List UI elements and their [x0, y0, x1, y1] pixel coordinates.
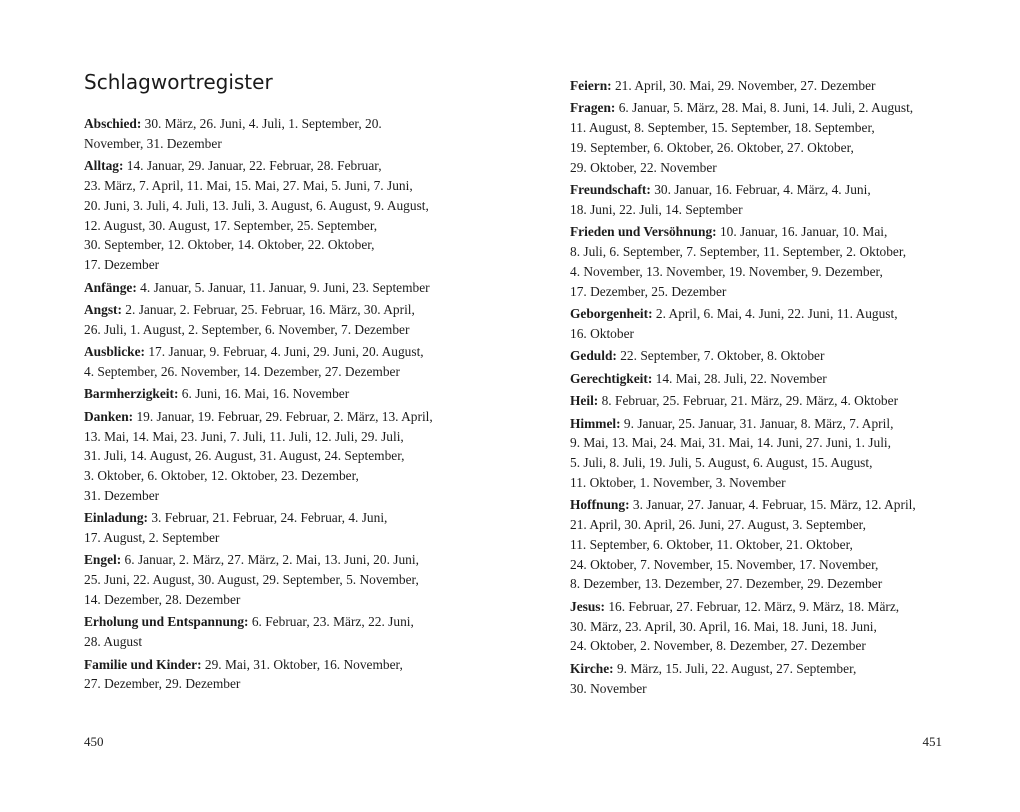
index-term: Kirche: [570, 660, 614, 676]
entry-references: 3. Februar, 21. Februar, 24. Februar, 4. Juni, [148, 510, 388, 526]
entry-references: 29. Mai, 31. Oktober, 16. November, [201, 656, 403, 672]
index-term: Himmel: [570, 415, 621, 431]
index-term: Freundschaft: [570, 182, 651, 198]
entry-line: 11. September, 6. Oktober, 11. Oktober, 21. Oktober, [570, 536, 853, 552]
entry-line [570, 369, 942, 389]
entry-line: 4. September, 26. November, 14. Dezember, 27. Dezember [84, 363, 400, 379]
index-entries-left [84, 114, 456, 697]
entry-line: 13. Mai, 14. Mai, 23. Juni, 7. Juli, 11. Juli, 12. Juli, 29. Juli, [84, 428, 404, 444]
entry-references: 4. Januar, 5. Januar, 11. Januar, 9. Juni, 23. September [136, 279, 430, 295]
entry-references: 10. Januar, 16. Januar, 10. Mai, [716, 224, 888, 240]
entry-references: 2. Januar, 2. Februar, 25. Februar, 16. März, 30. April, [121, 301, 415, 317]
index-entry [570, 391, 942, 411]
entry-line [84, 300, 456, 320]
index-entry [84, 550, 456, 609]
entry-line: 30. September, 12. Oktober, 14. Oktober, 22. Oktober, [84, 237, 375, 253]
entry-line: 11. August, 8. September, 15. September, 18. September, [570, 120, 875, 136]
entry-references: 14. Januar, 29. Januar, 22. Februar, 28. Februar, [123, 158, 382, 174]
index-term: Geborgenheit: [570, 306, 653, 322]
entry-line [570, 414, 942, 434]
entry-references: 6. Juni, 16. Mai, 16. November [178, 386, 350, 402]
page-number-right: 451 [922, 734, 942, 749]
page-number-left: 450 [84, 734, 104, 749]
entry-line [570, 180, 942, 200]
entry-references: 19. Januar, 19. Februar, 29. Februar, 2. März, 13. April, [133, 408, 433, 424]
entry-line [84, 384, 456, 404]
entry-line [84, 278, 456, 298]
entry-line: 20. Juni, 3. Juli, 4. Juli, 13. Juli, 3. August, 6. August, 9. August, [84, 197, 429, 213]
entry-line [570, 495, 942, 515]
entry-line: 18. Juni, 22. Juli, 14. September [570, 201, 743, 217]
entry-line: 25. Juni, 22. August, 30. August, 29. September, 5. November, [84, 572, 419, 588]
index-entry [84, 407, 456, 506]
entry-line: 17. Dezember [84, 257, 160, 273]
index-entry [570, 369, 942, 389]
entry-references: 14. Mai, 28. Juli, 22. November [652, 370, 827, 386]
index-term: Geduld: [570, 348, 617, 364]
index-entry [84, 114, 456, 154]
index-entry [570, 98, 942, 177]
entry-line: 17. August, 2. September [84, 530, 220, 546]
entry-line: 30. November [570, 680, 647, 696]
entry-line: 24. Oktober, 2. November, 8. Dezember, 27. Dezember [570, 638, 866, 654]
index-term: Frieden und Versöhnung: [570, 224, 717, 240]
entry-references: 16. Februar, 27. Februar, 12. März, 9. März, 18. März, [604, 598, 900, 614]
entry-references: 6. Januar, 2. März, 27. März, 2. Mai, 13. Juni, 20. Juni, [121, 552, 419, 568]
index-entry [570, 659, 942, 699]
index-entry [570, 414, 942, 493]
index-term: Alltag: [84, 158, 124, 174]
entry-line: 27. Dezember, 29. Dezember [84, 676, 241, 692]
entry-line [570, 98, 942, 118]
index-term: Barmherzigkeit: [84, 386, 179, 402]
index-term: Einladung: [84, 510, 149, 526]
entry-references: 2. April, 6. Mai, 4. Juni, 22. Juni, 11. August, [652, 306, 898, 322]
index-entry [570, 222, 942, 301]
entry-references: 30. Januar, 16. Februar, 4. März, 4. Juni, [650, 182, 871, 198]
index-term: Jesus: [570, 598, 605, 614]
entry-line [84, 550, 456, 570]
index-term: Familie und Kinder: [84, 656, 202, 672]
page-heading: Schlagwortregister [84, 70, 273, 94]
index-entry [570, 346, 942, 366]
index-term: Engel: [84, 552, 122, 568]
entry-line [570, 304, 942, 324]
entry-line: 8. Dezember, 13. Dezember, 27. Dezember, 29. Dezember [570, 576, 883, 592]
entry-line [84, 407, 456, 427]
index-entry [84, 384, 456, 404]
entry-line: 5. Juli, 8. Juli, 19. Juli, 5. August, 6. August, 15. August, [570, 455, 873, 471]
entry-line: November, 31. Dezember [84, 135, 222, 151]
index-term: Feiern: [570, 78, 612, 93]
entry-line [84, 612, 456, 632]
index-term: Ausblicke: [84, 344, 146, 360]
index-entry [570, 597, 942, 656]
entry-line: 11. Oktober, 1. November, 3. November [570, 474, 786, 490]
entry-line: 9. Mai, 13. Mai, 24. Mai, 31. Mai, 14. Juni, 27. Juni, 1. Juli, [570, 435, 892, 451]
entry-line: 31. Dezember [84, 487, 160, 503]
index-entry [84, 612, 456, 652]
entry-line [84, 156, 456, 176]
index-term: Heil: [570, 393, 599, 409]
entry-line: 28. August [84, 634, 143, 650]
entry-references: 9. Januar, 25. Januar, 31. Januar, 8. März, 7. April, [620, 415, 894, 431]
index-term: Fragen: [570, 100, 616, 116]
entry-line [570, 222, 942, 242]
left-page [84, 0, 456, 812]
entry-line: 26. Juli, 1. August, 2. September, 6. November, 7. Dezember [84, 321, 410, 337]
index-entry [84, 156, 456, 275]
index-entry [570, 76, 942, 96]
entry-line: 8. Juli, 6. September, 7. September, 11. September, 2. Oktober, [570, 244, 907, 260]
index-entries-right [570, 76, 942, 701]
entry-line: 24. Oktober, 7. November, 15. November, 17. November, [570, 556, 879, 572]
index-term: Anfänge: [84, 279, 137, 295]
entry-line: 16. Oktober [570, 325, 634, 341]
entry-references: 22. September, 7. Oktober, 8. Oktober [616, 348, 825, 364]
entry-line: 12. August, 30. August, 17. September, 25. September, [84, 217, 378, 233]
entry-references: 8. Februar, 25. Februar, 21. März, 29. März, 4. Oktober [598, 393, 899, 409]
entry-line [84, 655, 456, 675]
index-entry [84, 300, 456, 340]
entry-line: 17. Dezember, 25. Dezember [570, 283, 727, 299]
index-term: Abschied: [84, 116, 142, 131]
index-term: Danken: [84, 408, 134, 424]
entry-line [84, 114, 456, 134]
entry-line: 30. März, 23. April, 30. April, 16. Mai, 18. Juni, 18. Juni, [570, 618, 877, 634]
entry-references: 6. Januar, 5. März, 28. Mai, 8. Juni, 14. Juli, 2. August, [615, 100, 914, 116]
entry-line: 31. Juli, 14. August, 26. August, 31. August, 24. September, [84, 448, 405, 464]
index-term: Hoffnung: [570, 497, 630, 513]
entry-references: 30. März, 26. Juni, 4. Juli, 1. September, 20. [141, 116, 382, 131]
entry-references: 3. Januar, 27. Januar, 4. Februar, 15. März, 12. April, [629, 497, 916, 513]
index-entry [84, 342, 456, 382]
index-term: Gerechtigkeit: [570, 370, 653, 386]
entry-line [570, 597, 942, 617]
entry-line [570, 391, 942, 411]
entry-references: 6. Februar, 23. März, 22. Juni, [248, 614, 414, 630]
entry-line [570, 659, 942, 679]
right-page [570, 0, 942, 812]
entry-line: 21. April, 30. April, 26. Juni, 27. August, 3. September, [570, 517, 866, 533]
entry-line: 29. Oktober, 22. November [570, 159, 717, 175]
entry-line: 14. Dezember, 28. Dezember [84, 592, 241, 608]
index-entry [570, 180, 942, 220]
entry-line: 19. September, 6. Oktober, 26. Oktober, 27. Oktober, [570, 139, 854, 155]
entry-references: 17. Januar, 9. Februar, 4. Juni, 29. Juni, 20. August, [145, 344, 424, 360]
entry-line [570, 346, 942, 366]
entry-references: 9. März, 15. Juli, 22. August, 27. September, [613, 660, 857, 676]
index-entry [84, 278, 456, 298]
entry-references: 21. April, 30. Mai, 29. November, 27. Dezember [611, 78, 876, 93]
index-term: Angst: [84, 301, 122, 317]
index-entry [84, 508, 456, 548]
index-entry [570, 495, 942, 594]
index-entry [570, 304, 942, 344]
entry-line [84, 508, 456, 528]
entry-line: 23. März, 7. April, 11. Mai, 15. Mai, 27. Mai, 5. Juni, 7. Juni, [84, 177, 413, 193]
entry-line: 4. November, 13. November, 19. November, 9. Dezember, [570, 263, 883, 279]
entry-line: 3. Oktober, 6. Oktober, 12. Oktober, 23. Dezember, [84, 468, 359, 484]
entry-line [84, 342, 456, 362]
entry-line [570, 76, 942, 96]
index-entry [84, 655, 456, 695]
index-term: Erholung und Entspannung: [84, 614, 249, 630]
